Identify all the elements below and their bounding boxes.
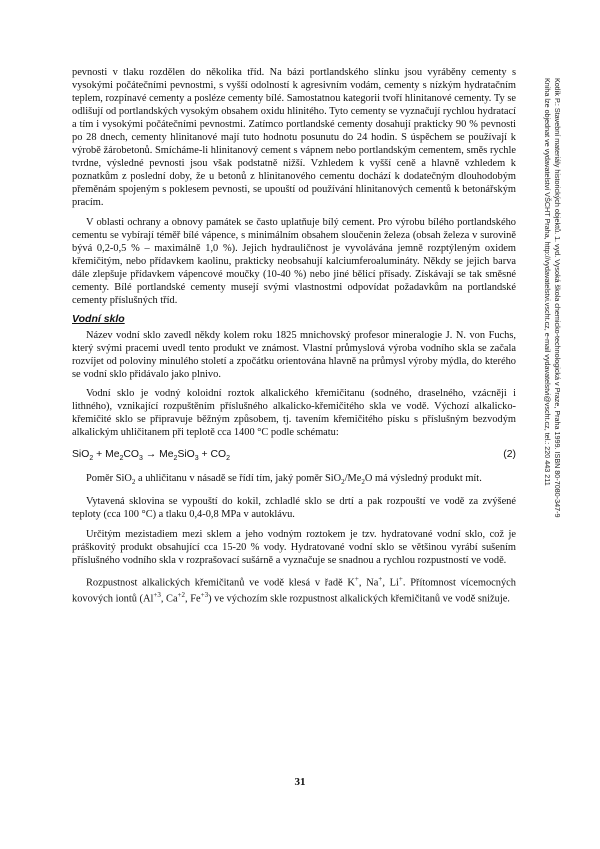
equation-body: $SiO_2 + Me_2CO_3 \to Me_2SiO_3 + CO_2$ [72, 449, 231, 463]
paragraph: Vodní sklo je vodný koloidní roztok alkalického křemičitanu (sodného, draselného, vzácněji i lithného), vznikající rozpuštěním příslušného alkalicko-křemičitého skla ve vodě. Výchozí alkalicko-křemičité sklo se připravuje běžným způsobem, tj. tavením křemičitého písku s příslušným bezvodým alkalickým uhličitanem při teplotě cca 1400 °C podle schématu: [72, 388, 516, 439]
paragraph: Rozpustnost alkalických křemičitanů ve vodě klesá v řadě K+, Na+, Li+. Přítomnost vícemocných kovových iontů ($Al^{+3}$, $Ca^{+2}$, $Fe^{+3}$) ve výchozím skle rozpustnost alkalických křemičitanů ve vodě snižuje. [72, 574, 516, 605]
paragraph: Určitým mezistadiem mezi sklem a jeho vodným roztokem je tzv. hydratované vodní sklo, což je práškovitý produkt obsahující cca 15-20 % vody. Hydratované vodní sklo se většinou vyrábí sušením příslušného vodního skla v rozprašovací sušárně a vyznačuje se snadnou a rychlou rozpustností ve vodě. [72, 528, 516, 566]
paragraph: Poměr SiO$_2$ a uhličitanu v násadě se řídí tím, jaký poměr $SiO_2/Me_2O$ má výsledný produkt mít. [86, 473, 482, 487]
equation-number: (2) [503, 449, 516, 461]
reaction-arrow: → [145, 449, 157, 461]
page-body [72, 66, 516, 612]
paragraph: Název vodní sklo zavedl někdy kolem roku 1825 mnichovský profesor mineralogie J. N. von Fuchs, který svými pracemi uvedl tento produkt ve známost. Vlastní průmyslová výroba vodního skla se začala rozvíjet od poloviny minulého století a zpočátku orientována hlavně na průmysl výroby mýdla, do kterého se vodní sklo přidávalo jako plnivo. [72, 329, 516, 380]
section-heading: Vodní sklo [72, 312, 125, 325]
paragraph: V oblasti ochrany a obnovy památek se často uplatňuje bílý cement. Pro výrobu bílého portlandského cementu se vybírají téměř bílé vápence, s minimálním obsahem sloučenin železa (obsah železa v surovině bývá 0,2-0,5 % – maximálně 1,0 %). Jejich hydrauličnost je vyvolávána jemně rozptýleným oxidem křemičitým, nebo přídavkem kaolinu, prakticky neobsahují kalciumferoalumináty. Někdy se jejich barva dále zlepšuje přídavkem vápencové moučky (10-40 %) nebo jiné bělicí přísady. Získávají se tak směsné cementy. Bílé portlandské cementy musejí svými vlastnostmi odpovídat požadavkům na portlandské cementy příslušných tříd. [72, 216, 516, 306]
chemical-equation [72, 449, 516, 462]
citation-sidebar [542, 78, 562, 517]
page-number: 31 [294, 776, 306, 788]
citation-line: Kniha lze objednat ve vydavatelství VŠCHT Praha, http://vydavatelstvi.vscht.cz, e-mail vydavatelstvi@vscht.cz, tel.: 220 443 211 [543, 78, 552, 486]
citation-line: Kotlík P.: Stavební materiály historických objektů. 1. vyd. Vysoká škola chemicko-technologická v Praze, Praha 1999. ISBN 80-7080-347-9 [553, 78, 562, 518]
paragraph: pevnosti v tlaku rozdělen do několika tříd. Na bázi portlandského slínku jsou vyráběny cementy s vysokými počátečními pevnostmi, s vyšší odolností k agresivním vodám, cementy s nízkým hydratačním teplem, rozpínavé cementy a posléze cementy bílé. Samostatnou kategorii tvoří hlinitanové cementy. Ty se odlišují od portlandských vysokým obsahem oxidu hlinitého. Tyto cementy se vyznačují rychlou hydratací a tím i vysokými počátečními pevnostmi. Zatímco portlandské cementy dosahují prakticky 90 % pevnosti po 28 dnech, cementy hlinitanové mají tuto hodnotu posunutu do 24 hodin. S úspěchem se používají k výrobě žárobetonů. Smícháme-li hlinitanový cement s vápnem nebo portlandským cementem, směs rychle tvrdne, výsledné pevnosti jsou však podstatně nižší. Vzhledem k vyšší ceně a hlavně vzhledem k poznatkům z poslední doby, že u betonů z hlinitanového cementu dochází k dodatečným dlouhodobým přeměnám spojeným s poklesem pevnosti, se upouští od používání hlinitanových cementů k betonářským pracím. [72, 67, 516, 209]
paragraph: Vytavená sklovina se vypouští do kokil, zchladlé sklo se drtí a pak rozpouští ve vodě za zvýšené teploty (cca 100 °C) a tlaku 0,4-0,8 MPa v autoklávu. [72, 496, 516, 521]
